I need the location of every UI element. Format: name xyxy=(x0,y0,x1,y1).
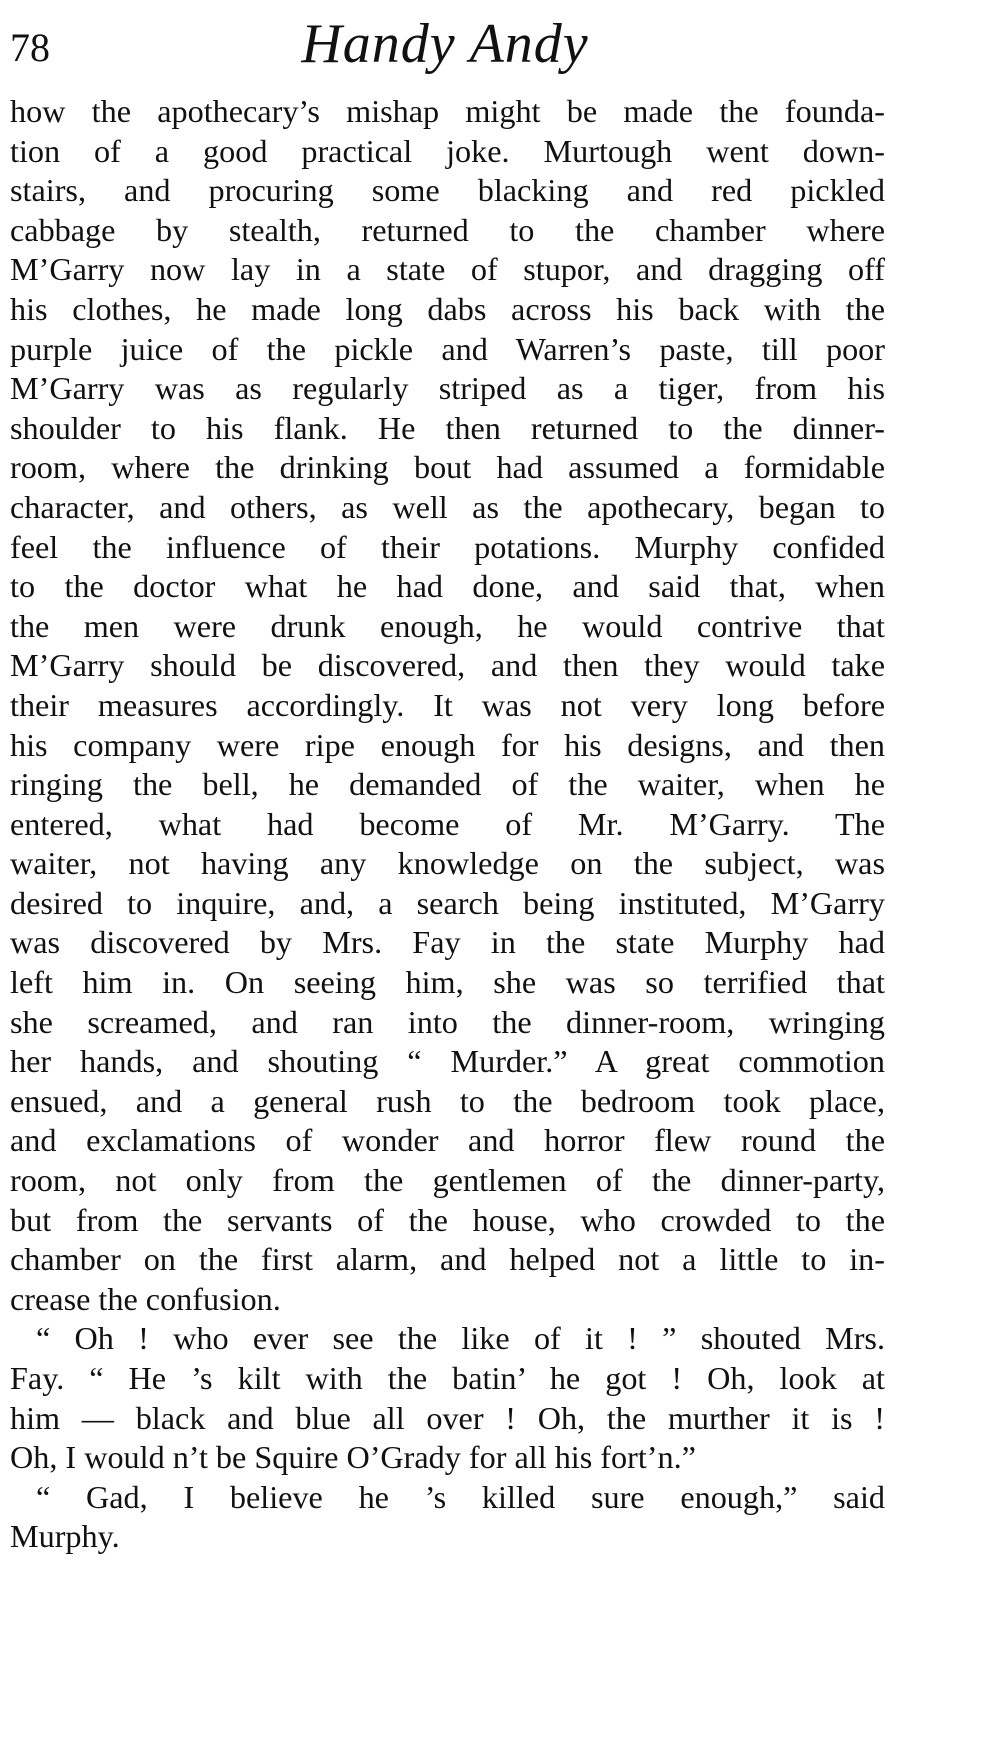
text-line: and exclamations of wonder and horror flew round the xyxy=(10,1122,885,1159)
text-line: how the apothecary’s mishap might be made the founda- xyxy=(10,93,885,129)
text-line: desired to inquire, and, a search being instituted, M’Garry xyxy=(10,884,885,921)
text-line: feel the influence of their potations. Murphy confided xyxy=(10,528,885,565)
text-line: his company were ripe enough for his designs, and then xyxy=(10,726,885,763)
text-line: “ Oh ! who ever see the like of it ! ” shouted Mrs. xyxy=(36,1320,885,1357)
text-line: shoulder to his flank. He then returned to the dinner- xyxy=(10,409,885,446)
text-line: left him in. On seeing him, she was so terrified that xyxy=(10,964,885,1001)
text-line: waiter, not having any knowledge on the subject, was xyxy=(10,845,885,882)
text-line: cabbage by stealth, returned to the chamber where xyxy=(10,211,885,248)
text-line: purple juice of the pickle and Warren’s paste, till poor xyxy=(10,330,885,367)
page-number: 78 xyxy=(10,25,50,70)
text-line: room, where the drinking bout had assumed a formidable xyxy=(10,449,885,486)
body-text xyxy=(10,92,885,1557)
text-line: her hands, and shouting “ Murder.” A great commotion xyxy=(10,1043,885,1080)
text-line: M’Garry now lay in a state of stupor, and dragging off xyxy=(10,251,885,288)
text-line: character, and others, as well as the apothecary, began to xyxy=(10,488,885,525)
text-line: chamber on the first alarm, and helped not a little to in- xyxy=(10,1241,885,1278)
text-line: him — black and blue all over ! Oh, the murther it is ! xyxy=(10,1399,885,1436)
text-line: entered, what had become of Mr. M’Garry. The xyxy=(10,805,885,842)
text-line: stairs, and procuring some blacking and red pickled xyxy=(10,172,885,209)
text-line: to the doctor what he had done, and said that, when xyxy=(10,568,885,605)
paragraph-end-line: Murphy. xyxy=(10,1518,120,1555)
text-line: room, not only from the gentlemen of the dinner-party, xyxy=(10,1162,885,1199)
text-line: the men were drunk enough, he would contrive that xyxy=(10,607,885,644)
text-line: was discovered by Mrs. Fay in the state Murphy had xyxy=(10,924,885,961)
text-line: ensued, and a general rush to the bedroom took place, xyxy=(10,1082,885,1119)
running-head xyxy=(10,6,880,96)
paragraph-end-line: crease the confusion. xyxy=(10,1280,281,1317)
text-line: M’Garry was as regularly striped as a tiger, from his xyxy=(10,370,885,407)
text-line: ringing the bell, he demanded of the waiter, when he xyxy=(10,766,885,803)
text-line: she screamed, and ran into the dinner-room, wringing xyxy=(10,1003,885,1040)
text-line: Fay. “ He ’s kilt with the batin’ he got ! Oh, look at xyxy=(10,1360,885,1396)
text-line: “ Gad, I believe he ’s killed sure enough,” said xyxy=(36,1478,885,1515)
text-line: M’Garry should be discovered, and then they would take xyxy=(10,647,885,684)
text-line: his clothes, he made long dabs across his back with the xyxy=(10,290,885,327)
text-line: but from the servants of the house, who crowded to the xyxy=(10,1201,885,1238)
text-line: tion of a good practical joke. Murtough went down- xyxy=(10,132,885,169)
text-line: their measures accordingly. It was not very long before xyxy=(10,686,885,723)
paragraph-end-line: Oh, I would n’t be Squire O’Grady for all his fort’n.” xyxy=(10,1439,696,1476)
running-title: Handy Andy xyxy=(301,13,589,75)
